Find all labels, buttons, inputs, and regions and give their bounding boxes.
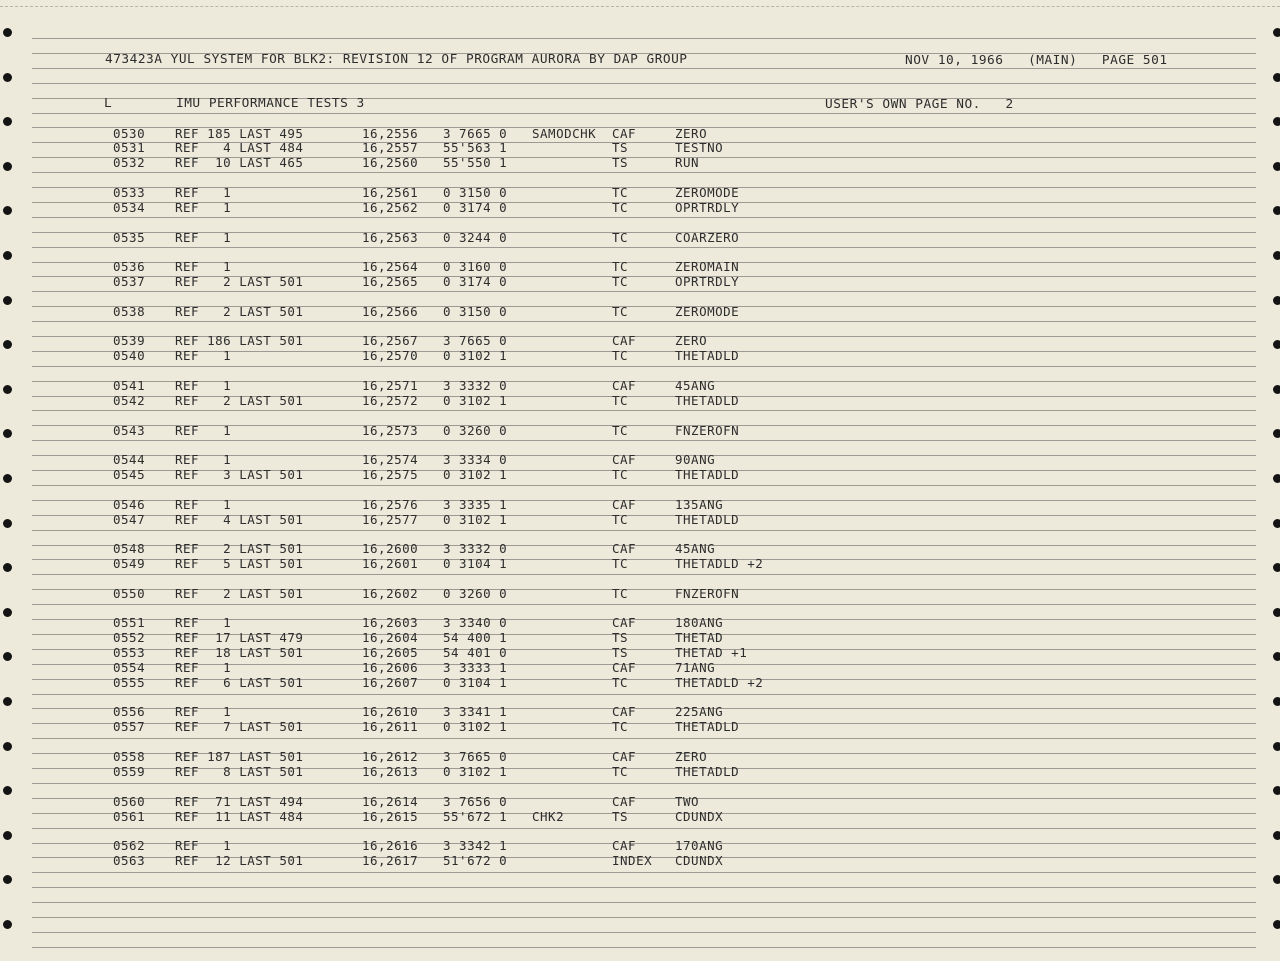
reference: REF 1: [175, 230, 232, 245]
line-number: 0551: [113, 615, 146, 630]
location: 16,2610: [362, 704, 419, 719]
line-number: 0531: [113, 140, 146, 155]
feed-hole: [1273, 340, 1280, 349]
opcode: CAF: [612, 452, 637, 467]
location: 16,2600: [362, 541, 419, 556]
feed-hole: [1273, 519, 1280, 528]
ruled-line: [32, 485, 1256, 486]
user-page-number: USER'S OWN PAGE NO. 2: [825, 97, 1014, 112]
address: OPRTRDLY: [675, 200, 740, 215]
reference: REF 6 LAST 501: [175, 675, 304, 690]
location: 16,2602: [362, 586, 419, 601]
feed-hole: [1273, 608, 1280, 617]
opcode: TC: [612, 348, 629, 363]
reference: REF 1: [175, 200, 232, 215]
reference: REF 2 LAST 501: [175, 304, 304, 319]
feed-hole: [1273, 652, 1280, 661]
line-number: 0554: [113, 660, 146, 675]
location: 16,2564: [362, 259, 419, 274]
feed-hole: [3, 296, 12, 305]
line-number: 0549: [113, 556, 146, 571]
feed-hole: [1273, 251, 1280, 260]
address: RUN: [675, 155, 700, 170]
octal-code: 0 3244 0: [443, 230, 508, 245]
address: CDUNDX: [675, 853, 724, 868]
octal-code: 3 3341 1: [443, 704, 508, 719]
opcode: TC: [612, 764, 629, 779]
opcode: TC: [612, 259, 629, 274]
feed-hole: [3, 117, 12, 126]
reference: REF 4 LAST 501: [175, 512, 304, 527]
line-number: 0530: [113, 126, 146, 141]
feed-hole: [3, 28, 12, 37]
line-number: 0548: [113, 541, 146, 556]
reference: REF 17 LAST 479: [175, 630, 304, 645]
feed-hole: [3, 474, 12, 483]
line-number: 0553: [113, 645, 146, 660]
location: 16,2567: [362, 333, 419, 348]
location: 16,2576: [362, 497, 419, 512]
label: CHK2: [532, 809, 565, 824]
line-number: 0540: [113, 348, 146, 363]
reference: REF 185 LAST 495: [175, 126, 304, 141]
feed-hole: [1273, 28, 1280, 37]
location: 16,2573: [362, 423, 419, 438]
line-number: 0561: [113, 809, 146, 824]
feed-hole: [3, 742, 12, 751]
reference: REF 1: [175, 704, 232, 719]
address: 45ANG: [675, 541, 716, 556]
location: 16,2612: [362, 749, 419, 764]
opcode: TC: [612, 200, 629, 215]
reference: REF 2 LAST 501: [175, 274, 304, 289]
location: 16,2617: [362, 853, 419, 868]
octal-code: 0 3104 1: [443, 556, 508, 571]
line-number: 0555: [113, 675, 146, 690]
reference: REF 2 LAST 501: [175, 586, 304, 601]
line-number: 0557: [113, 719, 146, 734]
line-number: 0560: [113, 794, 146, 809]
octal-code: 3 7665 0: [443, 749, 508, 764]
address: OPRTRDLY: [675, 274, 740, 289]
location: 16,2570: [362, 348, 419, 363]
address: THETADLD: [675, 393, 740, 408]
reference: REF 7 LAST 501: [175, 719, 304, 734]
opcode: CAF: [612, 838, 637, 853]
opcode: TC: [612, 423, 629, 438]
reference: REF 1: [175, 497, 232, 512]
opcode: TC: [612, 586, 629, 601]
octal-code: 3 3333 1: [443, 660, 508, 675]
opcode: CAF: [612, 541, 637, 556]
line-number: 0538: [113, 304, 146, 319]
opcode: TC: [612, 393, 629, 408]
opcode: CAF: [612, 749, 637, 764]
location: 16,2557: [362, 140, 419, 155]
location: 16,2606: [362, 660, 419, 675]
ruled-line: [32, 694, 1256, 695]
opcode: CAF: [612, 126, 637, 141]
reference: REF 11 LAST 484: [175, 809, 304, 824]
location: 16,2616: [362, 838, 419, 853]
line-number: 0563: [113, 853, 146, 868]
octal-code: 0 3174 0: [443, 200, 508, 215]
location: 16,2611: [362, 719, 419, 734]
feed-hole: [3, 73, 12, 82]
opcode: TC: [612, 467, 629, 482]
location: 16,2604: [362, 630, 419, 645]
octal-code: 0 3104 1: [443, 675, 508, 690]
address: 170ANG: [675, 838, 724, 853]
opcode: TC: [612, 274, 629, 289]
line-number: 0536: [113, 259, 146, 274]
line-number: 0542: [113, 393, 146, 408]
feed-hole: [1273, 697, 1280, 706]
location: 16,2565: [362, 274, 419, 289]
address: THETADLD +2: [675, 675, 764, 690]
reference: REF 1: [175, 423, 232, 438]
reference: REF 1: [175, 378, 232, 393]
line-number: 0535: [113, 230, 146, 245]
reference: REF 8 LAST 501: [175, 764, 304, 779]
address: 135ANG: [675, 497, 724, 512]
feed-hole: [1273, 429, 1280, 438]
ruled-line: [32, 321, 1256, 322]
opcode: TS: [612, 809, 629, 824]
reference: REF 1: [175, 452, 232, 467]
line-number: 0546: [113, 497, 146, 512]
reference: REF 3 LAST 501: [175, 467, 304, 482]
feed-hole: [1273, 563, 1280, 572]
reference: REF 5 LAST 501: [175, 556, 304, 571]
ruled-line: [32, 530, 1256, 531]
octal-code: 54 400 1: [443, 630, 508, 645]
line-number: 0539: [113, 333, 146, 348]
feed-hole: [3, 519, 12, 528]
address: THETADLD +2: [675, 556, 764, 571]
section-title: IMU PERFORMANCE TESTS 3: [176, 96, 365, 111]
octal-code: 0 3160 0: [443, 259, 508, 274]
octal-code: 0 3174 0: [443, 274, 508, 289]
feed-hole: [1273, 162, 1280, 171]
address: 225ANG: [675, 704, 724, 719]
ruled-line: [32, 217, 1256, 218]
reference: REF 2 LAST 501: [175, 393, 304, 408]
location: 16,2560: [362, 155, 419, 170]
address: CDUNDX: [675, 809, 724, 824]
label: SAMODCHK: [532, 126, 597, 141]
opcode: TC: [612, 512, 629, 527]
address: 180ANG: [675, 615, 724, 630]
opcode: CAF: [612, 660, 637, 675]
reference: REF 1: [175, 185, 232, 200]
location: 16,2561: [362, 185, 419, 200]
opcode: TC: [612, 675, 629, 690]
address: THETADLD: [675, 467, 740, 482]
address: THETADLD: [675, 512, 740, 527]
octal-code: 3 3332 0: [443, 541, 508, 556]
address: FNZEROFN: [675, 586, 740, 601]
opcode: CAF: [612, 333, 637, 348]
ruled-line: [32, 83, 1256, 84]
feed-hole: [1273, 875, 1280, 884]
line-number: 0547: [113, 512, 146, 527]
line-number: 0558: [113, 749, 146, 764]
octal-code: 3 3334 0: [443, 452, 508, 467]
header-title: 473423A YUL SYSTEM FOR BLK2: REVISION 12 OF PROGRAM AURORA BY DAP GROUP: [105, 52, 688, 67]
ruled-line: [32, 872, 1256, 873]
feed-hole: [1273, 831, 1280, 840]
address: THETAD: [675, 630, 724, 645]
header-mark: L: [104, 96, 113, 111]
opcode: TC: [612, 304, 629, 319]
opcode: TC: [612, 185, 629, 200]
ruled-line: [32, 887, 1256, 888]
feed-hole: [3, 429, 12, 438]
address: 71ANG: [675, 660, 716, 675]
feed-hole: [1273, 296, 1280, 305]
line-number: 0533: [113, 185, 146, 200]
feed-hole: [3, 786, 12, 795]
octal-code: 0 3260 0: [443, 586, 508, 601]
feed-hole: [3, 385, 12, 394]
location: 16,2614: [362, 794, 419, 809]
address: TESTNO: [675, 140, 724, 155]
ruled-line: [32, 113, 1256, 114]
opcode: TC: [612, 230, 629, 245]
location: 16,2605: [362, 645, 419, 660]
octal-code: 55'550 1: [443, 155, 508, 170]
line-number: 0534: [113, 200, 146, 215]
ruled-line: [32, 932, 1256, 933]
line-number: 0552: [113, 630, 146, 645]
location: 16,2601: [362, 556, 419, 571]
octal-code: 0 3102 1: [443, 393, 508, 408]
address: ZERO: [675, 749, 708, 764]
ruled-line: [32, 902, 1256, 903]
feed-hole: [3, 608, 12, 617]
reference: REF 4 LAST 484: [175, 140, 304, 155]
reference: REF 186 LAST 501: [175, 333, 304, 348]
opcode: TS: [612, 630, 629, 645]
line-number: 0537: [113, 274, 146, 289]
address: TWO: [675, 794, 700, 809]
feed-hole: [3, 340, 12, 349]
address: ZEROMODE: [675, 304, 740, 319]
opcode: TC: [612, 556, 629, 571]
octal-code: 55'672 1: [443, 809, 508, 824]
location: 16,2615: [362, 809, 419, 824]
address: 90ANG: [675, 452, 716, 467]
address: THETAD +1: [675, 645, 748, 660]
address: THETADLD: [675, 719, 740, 734]
octal-code: 0 3102 1: [443, 719, 508, 734]
line-number: 0559: [113, 764, 146, 779]
address: THETADLD: [675, 764, 740, 779]
ruled-line: [32, 947, 1256, 948]
location: 16,2572: [362, 393, 419, 408]
opcode: TC: [612, 719, 629, 734]
opcode: CAF: [612, 378, 637, 393]
location: 16,2563: [362, 230, 419, 245]
octal-code: 54 401 0: [443, 645, 508, 660]
line-number: 0562: [113, 838, 146, 853]
address: ZERO: [675, 126, 708, 141]
opcode: CAF: [612, 704, 637, 719]
feed-hole: [3, 251, 12, 260]
reference: REF 1: [175, 615, 232, 630]
octal-code: 3 3340 0: [443, 615, 508, 630]
line-number: 0544: [113, 452, 146, 467]
reference: REF 18 LAST 501: [175, 645, 304, 660]
feed-hole: [3, 206, 12, 215]
feed-hole: [1273, 474, 1280, 483]
reference: REF 1: [175, 259, 232, 274]
opcode: TS: [612, 155, 629, 170]
reference: REF 1: [175, 348, 232, 363]
address: COARZERO: [675, 230, 740, 245]
address: ZEROMAIN: [675, 259, 740, 274]
line-number: 0545: [113, 467, 146, 482]
ruled-line: [32, 366, 1256, 367]
ruled-line: [32, 738, 1256, 739]
octal-code: 3 7665 0: [443, 333, 508, 348]
ruled-line: [32, 783, 1256, 784]
opcode: CAF: [612, 497, 637, 512]
feed-hole: [3, 563, 12, 572]
address: FNZEROFN: [675, 423, 740, 438]
octal-code: 55'563 1: [443, 140, 508, 155]
opcode: TS: [612, 140, 629, 155]
ruled-line: [32, 172, 1256, 173]
reference: REF 1: [175, 838, 232, 853]
address: 45ANG: [675, 378, 716, 393]
location: 16,2574: [362, 452, 419, 467]
address: ZEROMODE: [675, 185, 740, 200]
octal-code: 51'672 0: [443, 853, 508, 868]
octal-code: 0 3102 1: [443, 764, 508, 779]
octal-code: 0 3102 1: [443, 348, 508, 363]
opcode: INDEX: [612, 853, 653, 868]
location: 16,2607: [362, 675, 419, 690]
reference: REF 2 LAST 501: [175, 541, 304, 556]
ruled-line: [32, 38, 1256, 39]
feed-hole: [3, 831, 12, 840]
location: 16,2575: [362, 467, 419, 482]
octal-code: 3 3342 1: [443, 838, 508, 853]
header-date-page: NOV 10, 1966 (MAIN) PAGE 501: [905, 53, 1168, 68]
opcode: CAF: [612, 794, 637, 809]
line-number: 0556: [113, 704, 146, 719]
line-number: 0543: [113, 423, 146, 438]
feed-hole: [1273, 117, 1280, 126]
location: 16,2566: [362, 304, 419, 319]
octal-code: 3 3335 1: [443, 497, 508, 512]
octal-code: 0 3150 0: [443, 304, 508, 319]
ruled-line: [32, 68, 1256, 69]
octal-code: 0 3102 1: [443, 467, 508, 482]
ruled-line: [32, 604, 1256, 605]
feed-hole: [1273, 73, 1280, 82]
address: THETADLD: [675, 348, 740, 363]
octal-code: 3 3332 0: [443, 378, 508, 393]
octal-code: 3 7656 0: [443, 794, 508, 809]
ruled-line: [32, 440, 1256, 441]
reference: REF 71 LAST 494: [175, 794, 304, 809]
location: 16,2603: [362, 615, 419, 630]
reference: REF 1: [175, 660, 232, 675]
line-number: 0550: [113, 586, 146, 601]
line-number: 0541: [113, 378, 146, 393]
opcode: CAF: [612, 615, 637, 630]
feed-hole: [3, 652, 12, 661]
feed-hole: [1273, 742, 1280, 751]
opcode: TS: [612, 645, 629, 660]
location: 16,2562: [362, 200, 419, 215]
feed-hole: [3, 875, 12, 884]
octal-code: 0 3102 1: [443, 512, 508, 527]
ruled-line: [32, 917, 1256, 918]
feed-hole: [1273, 206, 1280, 215]
ruled-line: [32, 574, 1256, 575]
ruled-line: [32, 410, 1256, 411]
reference: REF 12 LAST 501: [175, 853, 304, 868]
reference: REF 187 LAST 501: [175, 749, 304, 764]
feed-hole: [1273, 385, 1280, 394]
feed-hole: [3, 162, 12, 171]
feed-hole: [3, 697, 12, 706]
ruled-line: [32, 291, 1256, 292]
location: 16,2556: [362, 126, 419, 141]
octal-code: 0 3150 0: [443, 185, 508, 200]
location: 16,2577: [362, 512, 419, 527]
top-perforation: [0, 0, 1280, 7]
address: ZERO: [675, 333, 708, 348]
ruled-line: [32, 828, 1256, 829]
line-number: 0532: [113, 155, 146, 170]
octal-code: 0 3260 0: [443, 423, 508, 438]
feed-hole: [1273, 920, 1280, 929]
ruled-line: [32, 247, 1256, 248]
feed-hole: [3, 920, 12, 929]
location: 16,2571: [362, 378, 419, 393]
reference: REF 10 LAST 465: [175, 155, 304, 170]
octal-code: 3 7665 0: [443, 126, 508, 141]
feed-hole: [1273, 786, 1280, 795]
location: 16,2613: [362, 764, 419, 779]
